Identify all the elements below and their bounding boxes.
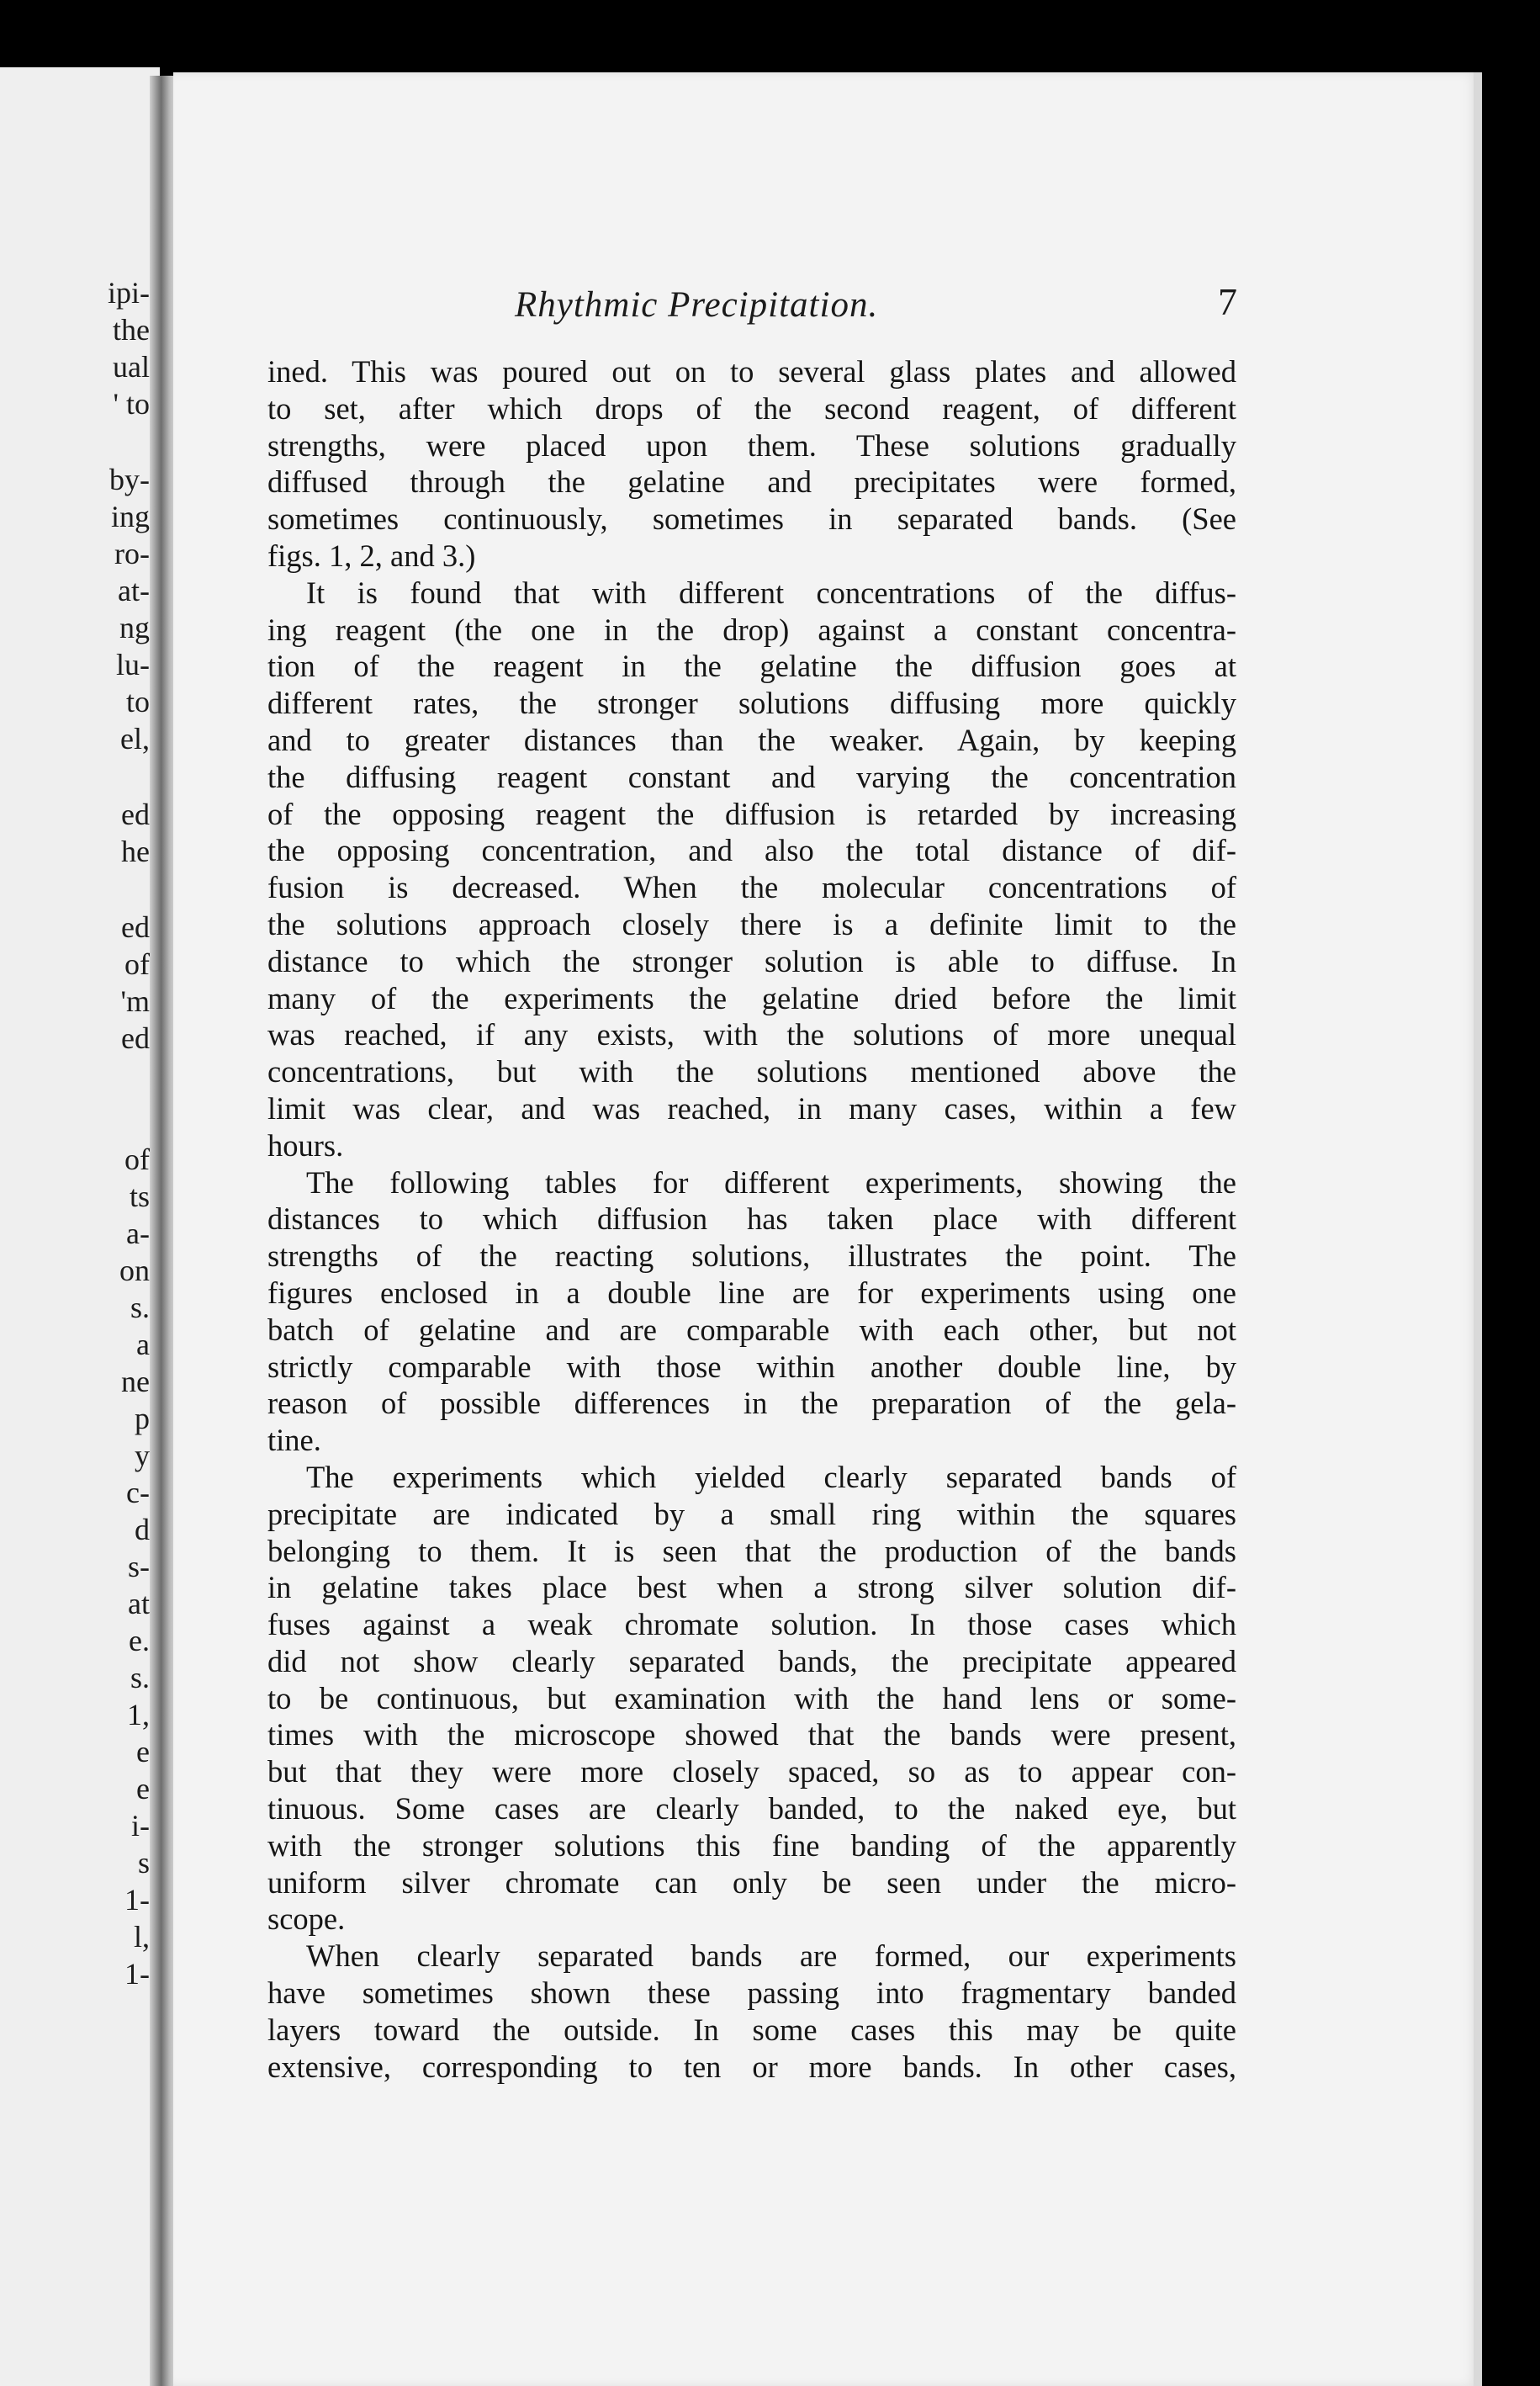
left-page-line-fragment: a [136,1328,150,1361]
text-line: reason of possible differences in the preparation of the gela- [267,1386,1236,1421]
text-line: layers toward the outside. In some cases this may be quite [267,2012,1236,2047]
text-line: uniform silver chromate can only be seen under the micro- [267,1864,1236,1900]
text-line: of the opposing reagent the diffusion is retarded by increasing [267,796,1236,831]
text-line: have sometimes shown these passing into fragmentary banded [267,1975,1236,2011]
text-line: but that they were more closely spaced, so as to appear con- [267,1754,1236,1790]
text-line: tine. [267,1423,321,1458]
left-page-line-fragment: el, [120,722,150,756]
left-page-line-fragment: ts [129,1180,150,1213]
left-page-line-fragment: ro- [114,537,150,570]
text-line: fuses against a weak chromate solution. In those cases which [267,1607,1236,1642]
left-page-line-fragment: he [121,835,150,868]
page-edge [1474,72,1482,2386]
text-line: tinuous. Some cases are clearly banded, to the naked eye, but [267,1791,1236,1827]
left-page-line-fragment: e [136,1735,150,1768]
text-line: fusion is decreased. When the molecular concentrations of [267,870,1236,905]
left-page-line-fragment: ed [121,910,150,944]
text-line: belonging to them. It is seen that the production of the bands [267,1533,1236,1568]
left-page-line-fragment: a- [126,1217,150,1250]
text-line: strictly comparable with those within another double line, by [267,1349,1236,1384]
left-page-line-fragment: 1, [127,1698,150,1731]
text-line: distances to which diffusion has taken place with different [267,1201,1236,1237]
text-line: the solutions approach closely there is a definite limit to the [267,906,1236,941]
left-page-line-fragment: of [124,1143,150,1176]
left-page-line-fragment: i- [131,1809,150,1843]
text-line: The following tables for different experiments, showing the [306,1164,1236,1200]
left-page-line-fragment: at [128,1587,150,1620]
text-line: strengths, were placed upon them. These solutions gradually [267,427,1236,463]
text-line: precipitate are indicated by a small ring within the squares [267,1496,1236,1531]
text-line: and to greater distances than the weaker. Again, by keeping [267,722,1236,757]
left-page-line-fragment: by- [109,463,150,496]
left-page-line-fragment: ing [110,500,150,533]
left-page-line-fragment: s- [128,1550,150,1583]
text-line: many of the experiments the gelatine dried before the limit [267,980,1236,1015]
left-page-line-fragment: s [137,1846,150,1880]
text-line: did not show clearly separated bands, the precipitate appeared [267,1643,1236,1678]
body-text [267,353,1236,2085]
text-line: sometimes continuously, sometimes in separated bands. (See [267,501,1236,537]
left-page-line-fragment: at- [118,574,150,607]
text-line: hours. [267,1127,344,1163]
left-page-line-fragment: 1- [124,1883,150,1917]
text-line: batch of gelatine and are comparable with each other, but not [267,1312,1236,1347]
text-line: in gelatine takes place best when a strong silver solution dif- [267,1570,1236,1605]
left-page-line-fragment: s. [130,1291,150,1324]
left-page-line-fragment: ' to [113,387,150,421]
text-line: When clearly separated bands are formed, our experiments [306,1938,1236,1974]
left-page-line-fragment: e [136,1772,150,1805]
text-line: extensive, corresponding to ten or more bands. In other cases, [267,2049,1236,2084]
text-line: was reached, if any exists, with the solutions of more unequal [267,1017,1236,1052]
page-number: 7 [1218,280,1237,323]
text-line: concentrations, but with the solutions mentioned above the [267,1054,1236,1090]
text-line: with the stronger solutions this fine banding of the apparently [267,1827,1236,1863]
text-line: to be continuous, but examination with the hand lens or some- [267,1680,1236,1715]
left-page-text-fragments [0,67,160,2386]
text-line: times with the microscope showed that the bands were present, [267,1717,1236,1752]
left-page-line-fragment: to [125,685,150,718]
left-page-line-fragment: e. [129,1624,150,1657]
text-line: ined. This was poured out on to several glass plates and allowed [267,354,1236,389]
text-line: the opposing concentration, and also the total distance of dif- [267,833,1236,868]
text-line: The experiments which yielded clearly separated bands of [306,1459,1236,1494]
text-line: tion of the reagent in the gelatine the diffusion goes at [267,649,1236,684]
left-page-line-fragment: of [124,947,150,981]
left-page-line-fragment: c- [126,1476,150,1509]
left-page-line-fragment: ipi- [108,276,150,310]
left-page-line-fragment: d [135,1513,150,1546]
left-page-line-fragment: s. [130,1661,150,1694]
text-line: scope. [267,1901,346,1937]
left-page-line-fragment: ed [121,1021,150,1055]
left-page-line-fragment: lu- [116,648,150,681]
left-page-line-fragment: 'm [120,984,150,1018]
text-line: to set, after which drops of the second reagent, of different [267,390,1236,426]
text-line: diffused through the gelatine and precipitates were formed, [267,464,1236,500]
left-page-fragment [0,67,160,2386]
left-page-line-fragment: ual [113,350,150,384]
text-line: limit was clear, and was reached, in many cases, within a few [267,1090,1236,1126]
left-page-line-fragment: ne [121,1365,150,1398]
left-page-line-fragment: ng [119,611,150,644]
text-line: ing reagent (the one in the drop) against a constant concentra- [267,612,1236,647]
left-page-line-fragment: y [135,1439,150,1472]
text-line: figures enclosed in a double line are for experiments using one [267,1275,1236,1310]
left-page-line-fragment: on [119,1254,150,1287]
text-line: different rates, the stronger solutions diffusing more quickly [267,686,1236,721]
left-page-line-fragment: the [113,313,150,347]
text-line: the diffusing reagent constant and varying the concentration [267,759,1236,794]
text-line: strengths of the reacting solutions, illustrates the point. The [267,1238,1236,1274]
text-line: distance to which the stronger solution is able to diffuse. In [267,943,1236,978]
left-page-line-fragment: p [135,1402,150,1435]
text-line: It is found that with different concentrations of the diffus- [306,575,1236,610]
text-line: figs. 1, 2, and 3.) [267,538,476,573]
running-head: Rhythmic Precipitation. [515,285,879,325]
left-page-line-fragment: ed [121,798,150,831]
left-page-line-fragment: l, [133,1920,150,1954]
left-page-line-fragment: 1- [124,1957,150,1991]
